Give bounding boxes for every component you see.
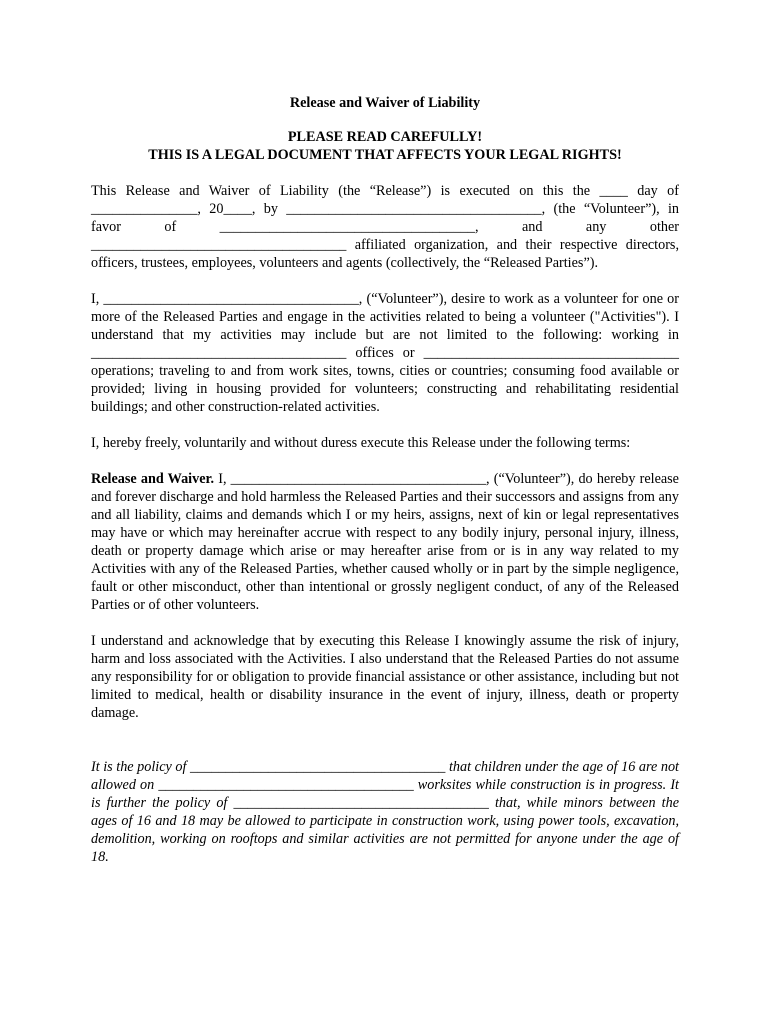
release-waiver-text: I, ____________________________________, (“Volunteer”), do hereby release and forever discharge and hold harmless the Released Parties and their successors and assigns from any and all liability, claims and demands which I or my heirs, assigns, next of kin or legal representatives may have or which may hereinafter accrue with respect to any bodily injury, personal injury, illness, death or property damage which arise or may hereafter arise from or is in any way related to my Activities with any of the Released Parties, whether caused wholly or in part by the simple negligence, fault or other misconduct, other than intentional or grossly negligent conduct, of any of the Released Parties or of other volunteers. [91, 471, 679, 613]
document-page [91, 94, 679, 884]
warning-line-2: THIS IS A LEGAL DOCUMENT THAT AFFECTS YOUR LEGAL RIGHTS! [148, 147, 622, 163]
volunteer-activities-paragraph: I, ____________________________________, (“Volunteer”), desire to work as a volunteer for one or more of the Released Parties and engage in the activities related to being a volunteer ("Activities"). I understand that my activities may include but are not limited to the following: working in ____________________________________ offices or ____________________________________ operations; traveling to and from work sites, towns, cities or countries; consuming food available or provided; living in housing provided for volunteers; constructing and rehabilitating residential buildings; and other construction-related activities. [91, 291, 679, 415]
minors-policy-paragraph: It is the policy of ____________________________________ that children under the age of 16 are not allowed on ____________________________________ worksites while construction is in progress. It is further the policy of ____________________________________ that, while minors between the ages of 16 and 18 may be allowed to participate in construction work, using power tools, excavation, demolition, working on rooftops and similar activities are not permitted for anyone under the age of 18. [91, 759, 679, 865]
release-intro-paragraph: This Release and Waiver of Liability (the “Release”) is executed on this the ____ day of _______________, 20____, by ____________________________________, (the “Volunteer”), in favor of ____________________________________, and any other ____________________________________ affiliated organization, and their respective directors, officers, trustees, employees, volunteers and agents (collectively, the “Released Parties”). [91, 183, 679, 271]
terms-intro-paragraph: I, hereby freely, voluntarily and without duress execute this Release under the following terms: [91, 435, 631, 451]
release-waiver-heading: Release and Waiver. [91, 471, 215, 487]
warning-heading [91, 128, 679, 164]
release-waiver-paragraph [91, 470, 679, 614]
warning-line-1: PLEASE READ CAREFULLY! [287, 129, 483, 145]
risk-acknowledgement-paragraph: I understand and acknowledge that by executing this Release I knowingly assume the risk of injury, harm and loss associated with the Activities. I also understand that the Released Parties do not assume any responsibility for or obligation to provide financial assistance or other assistance, including but not limited to medical, health or disability insurance in the event of injury, illness, death or property damage. [91, 633, 679, 721]
document-title: Release and Waiver of Liability [289, 95, 481, 111]
